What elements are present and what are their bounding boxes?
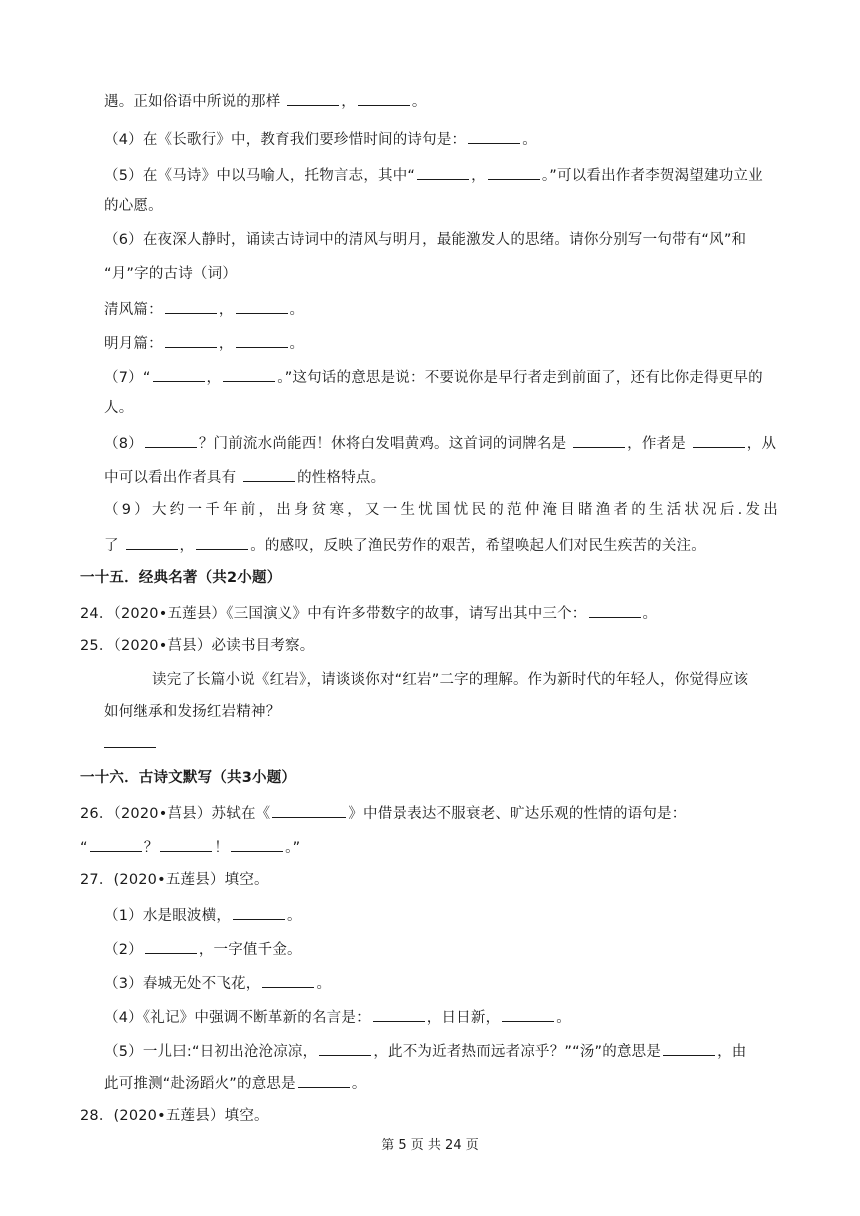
answer-blank[interactable] (573, 432, 625, 448)
answer-blank[interactable] (589, 602, 641, 618)
answer-blank[interactable] (373, 1006, 425, 1022)
answer-blank[interactable] (663, 1040, 715, 1056)
question-26: 26．（2020•莒县）苏轼在《 》中借景表达不服衰老、旷达乐观的性情的语句是： (80, 802, 778, 824)
text-line: 明月篇： ， 。 (104, 332, 778, 354)
answer-blank[interactable] (298, 1072, 350, 1088)
question-27: 27．(2020•五莲县）填空。 (80, 872, 269, 888)
text-line: （3）春城无处不飞花， 。 (104, 972, 778, 994)
text-line: 的心愿。 (104, 198, 163, 214)
section-heading: 一十六．古诗文默写（共3小题） (80, 770, 297, 786)
answer-blank[interactable] (319, 1040, 371, 1056)
text-line: “月”字的古诗（词） (104, 266, 238, 282)
answer-blank[interactable] (358, 90, 410, 106)
answer-blank[interactable] (262, 972, 314, 988)
section-heading: 一十五．经典名著（共2小题） (80, 570, 282, 586)
answer-blank[interactable] (196, 534, 248, 550)
text-line: （8） ？门前流水尚能西！休将白发唱黄鸡。这首词的词牌名是 ，作者是 ，从 (104, 432, 778, 454)
question-24: 24．（2020•五莲县）《三国演义》中有许多带数字的故事，请写出其中三个： 。 (80, 602, 754, 624)
answer-blank[interactable] (223, 366, 275, 382)
text-line: （5）一儿曰:“日初出沧沧凉凉， ，此不为近者热而远者凉乎？”“汤”的意思是 ，由 (104, 1040, 778, 1062)
answer-blank[interactable] (90, 836, 142, 852)
text-line: 此可推测“赴汤蹈火”的意思是 。 (104, 1072, 778, 1094)
answer-blank[interactable] (160, 836, 212, 852)
text-line: 读完了长篇小说《红岩》，请谈谈你对“红岩”二字的理解。作为新时代的年轻人，你觉得应该 (152, 672, 749, 688)
answer-blank[interactable] (693, 432, 745, 448)
question-28: 28．(2020•五莲县）填空。 (80, 1108, 269, 1124)
text-line: （1）水是眼波横， 。 (104, 904, 778, 926)
text-line: （4）在《长歌行》中，教育我们要珍惜时间的诗句是： 。 (104, 128, 778, 150)
text-line: 如何继承和发扬红岩精神？ (104, 704, 281, 720)
text-line: 中可以看出作者具有 的性格特点。 (104, 466, 778, 488)
answer-blank[interactable] (236, 332, 288, 348)
text-line: （9）大约一千年前，出身贫寒，又一生忧国忧民的范仲淹目睹渔者的生活状况后.发出 (104, 502, 778, 518)
answer-blank[interactable] (243, 466, 295, 482)
answer-blank[interactable] (153, 366, 205, 382)
text-line: （4）《礼记》中强调不断革新的名言是： ，日日新， 。 (104, 1006, 778, 1028)
text-line: “ ？ ！ 。” (80, 836, 754, 858)
answer-blank[interactable] (287, 90, 339, 106)
text-line: （2） ，一字值千金。 (104, 938, 778, 960)
answer-blank[interactable] (272, 802, 346, 818)
answer-blank[interactable] (145, 938, 197, 954)
text-line: 人。 (104, 400, 134, 416)
answer-blank[interactable] (126, 534, 178, 550)
answer-blank[interactable] (104, 747, 156, 748)
text-line: 遇。正如俗语中所说的那样 ， 。 (80, 90, 754, 112)
text-line: 了 ， 。的感叹，反映了渔民劳作的艰苦，希望唤起人们对民生疾苦的关注。 (104, 534, 778, 556)
answer-blank[interactable] (165, 298, 217, 314)
answer-blank[interactable] (233, 904, 285, 920)
answer-blank[interactable] (231, 836, 283, 852)
text-line: （7）“ ， 。”这句话的意思是说：不要说你是早行者走到前面了，还有比你走得更早的 (104, 366, 778, 388)
answer-blank[interactable] (468, 128, 520, 144)
answer-blank[interactable] (145, 432, 197, 448)
answer-blank[interactable] (417, 164, 469, 180)
text-line: （6）在夜深人静时，诵读古诗词中的清风与明月，最能激发人的思绪。请你分别写一句带有“风”和 (104, 232, 747, 248)
question-25: 25．（2020•莒县）必读书目考察。 (80, 638, 315, 654)
answer-blank[interactable] (236, 298, 288, 314)
answer-blank[interactable] (165, 332, 217, 348)
text-line: 清风篇： ， 。 (104, 298, 778, 320)
answer-blank[interactable] (502, 1006, 554, 1022)
page-footer: 第 5 页 共 24 页 (381, 1138, 479, 1153)
answer-blank[interactable] (488, 164, 540, 180)
text-line: （5）在《马诗》中以马喻人，托物言志，其中“ ， 。”可以看出作者李贺渴望建功立业 (104, 164, 778, 186)
